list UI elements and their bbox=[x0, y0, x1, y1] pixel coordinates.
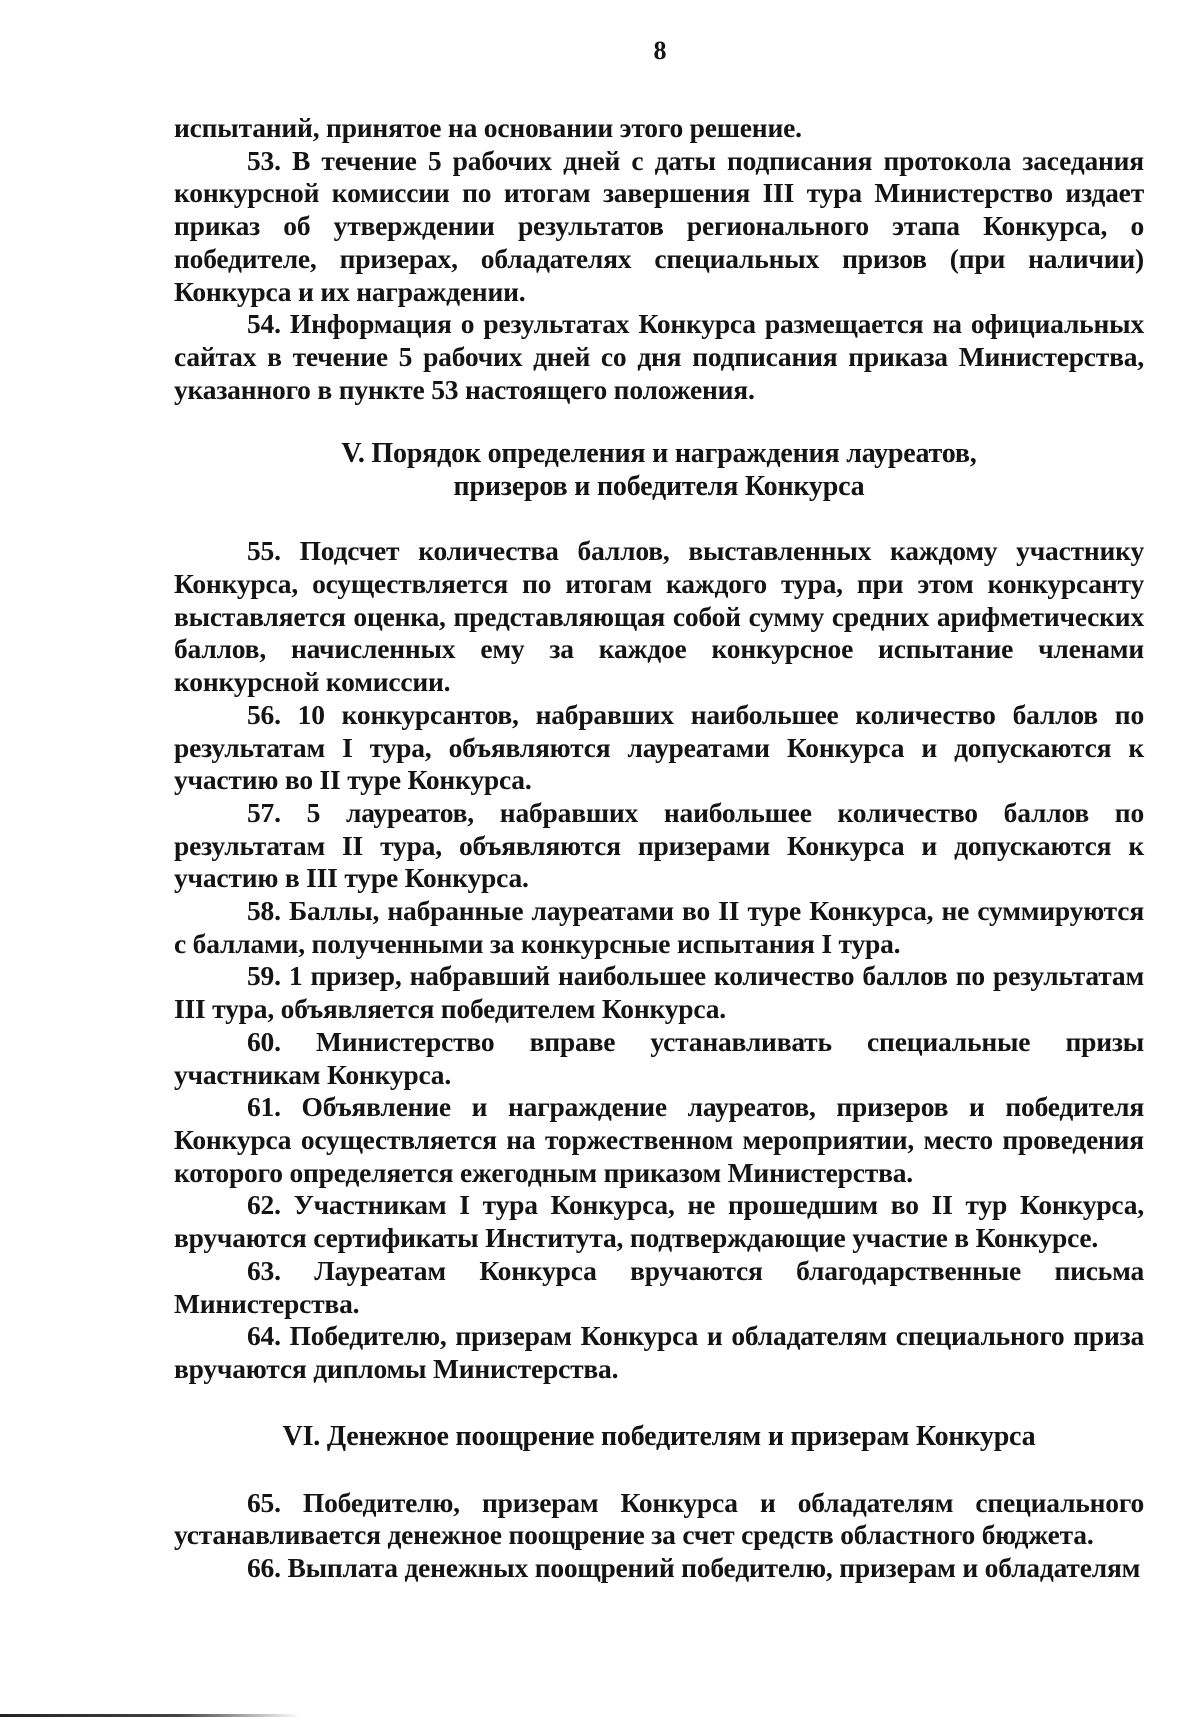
section-v-heading bbox=[174, 437, 1144, 503]
paragraph-64: 64. Победителю, призерам Конкурса и обладателям специального приза вручаются дипломы Министерства. bbox=[174, 1320, 1144, 1384]
paragraph-66: 66. Выплата денежных поощрений победителю, призерам и обладателям bbox=[247, 1552, 1141, 1584]
paragraph-54: 54. Информация о результатах Конкурса размещается на официальных сайтах в течение 5 рабочих дней со дня подписания приказа Министерства, указанного в пункте 53 настоящего положения. bbox=[174, 308, 1144, 405]
paragraph-62: 62. Участникам I тура Конкурса, не прошедшим во II тур Конкурса, вручаются сертификаты Института, подтверждающие участие в Конкурсе. bbox=[174, 1189, 1144, 1254]
paragraph-60: 60. Министерство вправе устанавливать специальные призы участникам Конкурса. bbox=[174, 1025, 1144, 1090]
document-body bbox=[174, 112, 1144, 1585]
section-v-heading-line2: призеров и победителя Конкурса bbox=[453, 471, 865, 503]
scan-edge-mark bbox=[0, 1714, 300, 1717]
paragraph-53: 53. В течение 5 рабочих дней с даты подписания протокола заседания конкурсной комиссии по итогам завершения III тура Министерство издает приказ об утверждении результатов регионального этапа Конкурса, о победителе, призерах, обладателях специальных призов (при наличии) Конкурса и их награждении. bbox=[174, 144, 1144, 307]
page-number: 8 bbox=[653, 36, 667, 65]
paragraph-63: 63. Лауреатам Конкурса вручаются благодарственные письма Министерства. bbox=[174, 1254, 1144, 1319]
section-v-heading-line1: V. Порядок определения и награждения лауреатов, bbox=[341, 438, 977, 470]
paragraph-56: 56. 10 конкурсантов, набравших наибольшее количество баллов по результатам I тура, объявляются лауреатами Конкурса и допускаются к участию во II туре Конкурса. bbox=[174, 698, 1144, 796]
paragraph-58: 58. Баллы, набранные лауреатами во II туре Конкурса, не суммируются с баллами, полученными за конкурсные испытания I тура. bbox=[174, 895, 1144, 959]
paragraph-57: 57. 5 лауреатов, набравших наибольшее количество баллов по результатам II тура, объявляются призерами Конкурса и допускаются к участию в III туре Конкурса. bbox=[174, 796, 1144, 894]
section-vi-heading: VI. Денежное поощрение победителям и призерам Конкурса bbox=[282, 1420, 1036, 1452]
paragraph-55: 55. Подсчет количества баллов, выставленных каждому участнику Конкурса, осуществляется по итогам каждого тура, при этом конкурсанту выставляется оценка, представляющая собой сумму средних арифметических баллов, начисленных ему за каждое конкурсное испытание членами конкурсной комиссии. bbox=[174, 535, 1144, 698]
paragraph-59: 59. 1 призер, набравший наибольшее количество баллов по результатам III тура, объявляется победителем Конкурса. bbox=[174, 960, 1144, 1025]
paragraph-61: 61. Объявление и награждение лауреатов, призеров и победителя Конкурса осуществляется на торжественном мероприятии, место проведения которого определяется ежегодным приказом Министерства. bbox=[174, 1091, 1144, 1188]
continuation-paragraph: испытаний, принятое на основании этого решение. bbox=[174, 112, 802, 143]
paragraph-65: 65. Победителю, призерам Конкурса и обладателям специального устанавливается денежное поощрение за счет средств областного бюджета. bbox=[174, 1486, 1144, 1551]
